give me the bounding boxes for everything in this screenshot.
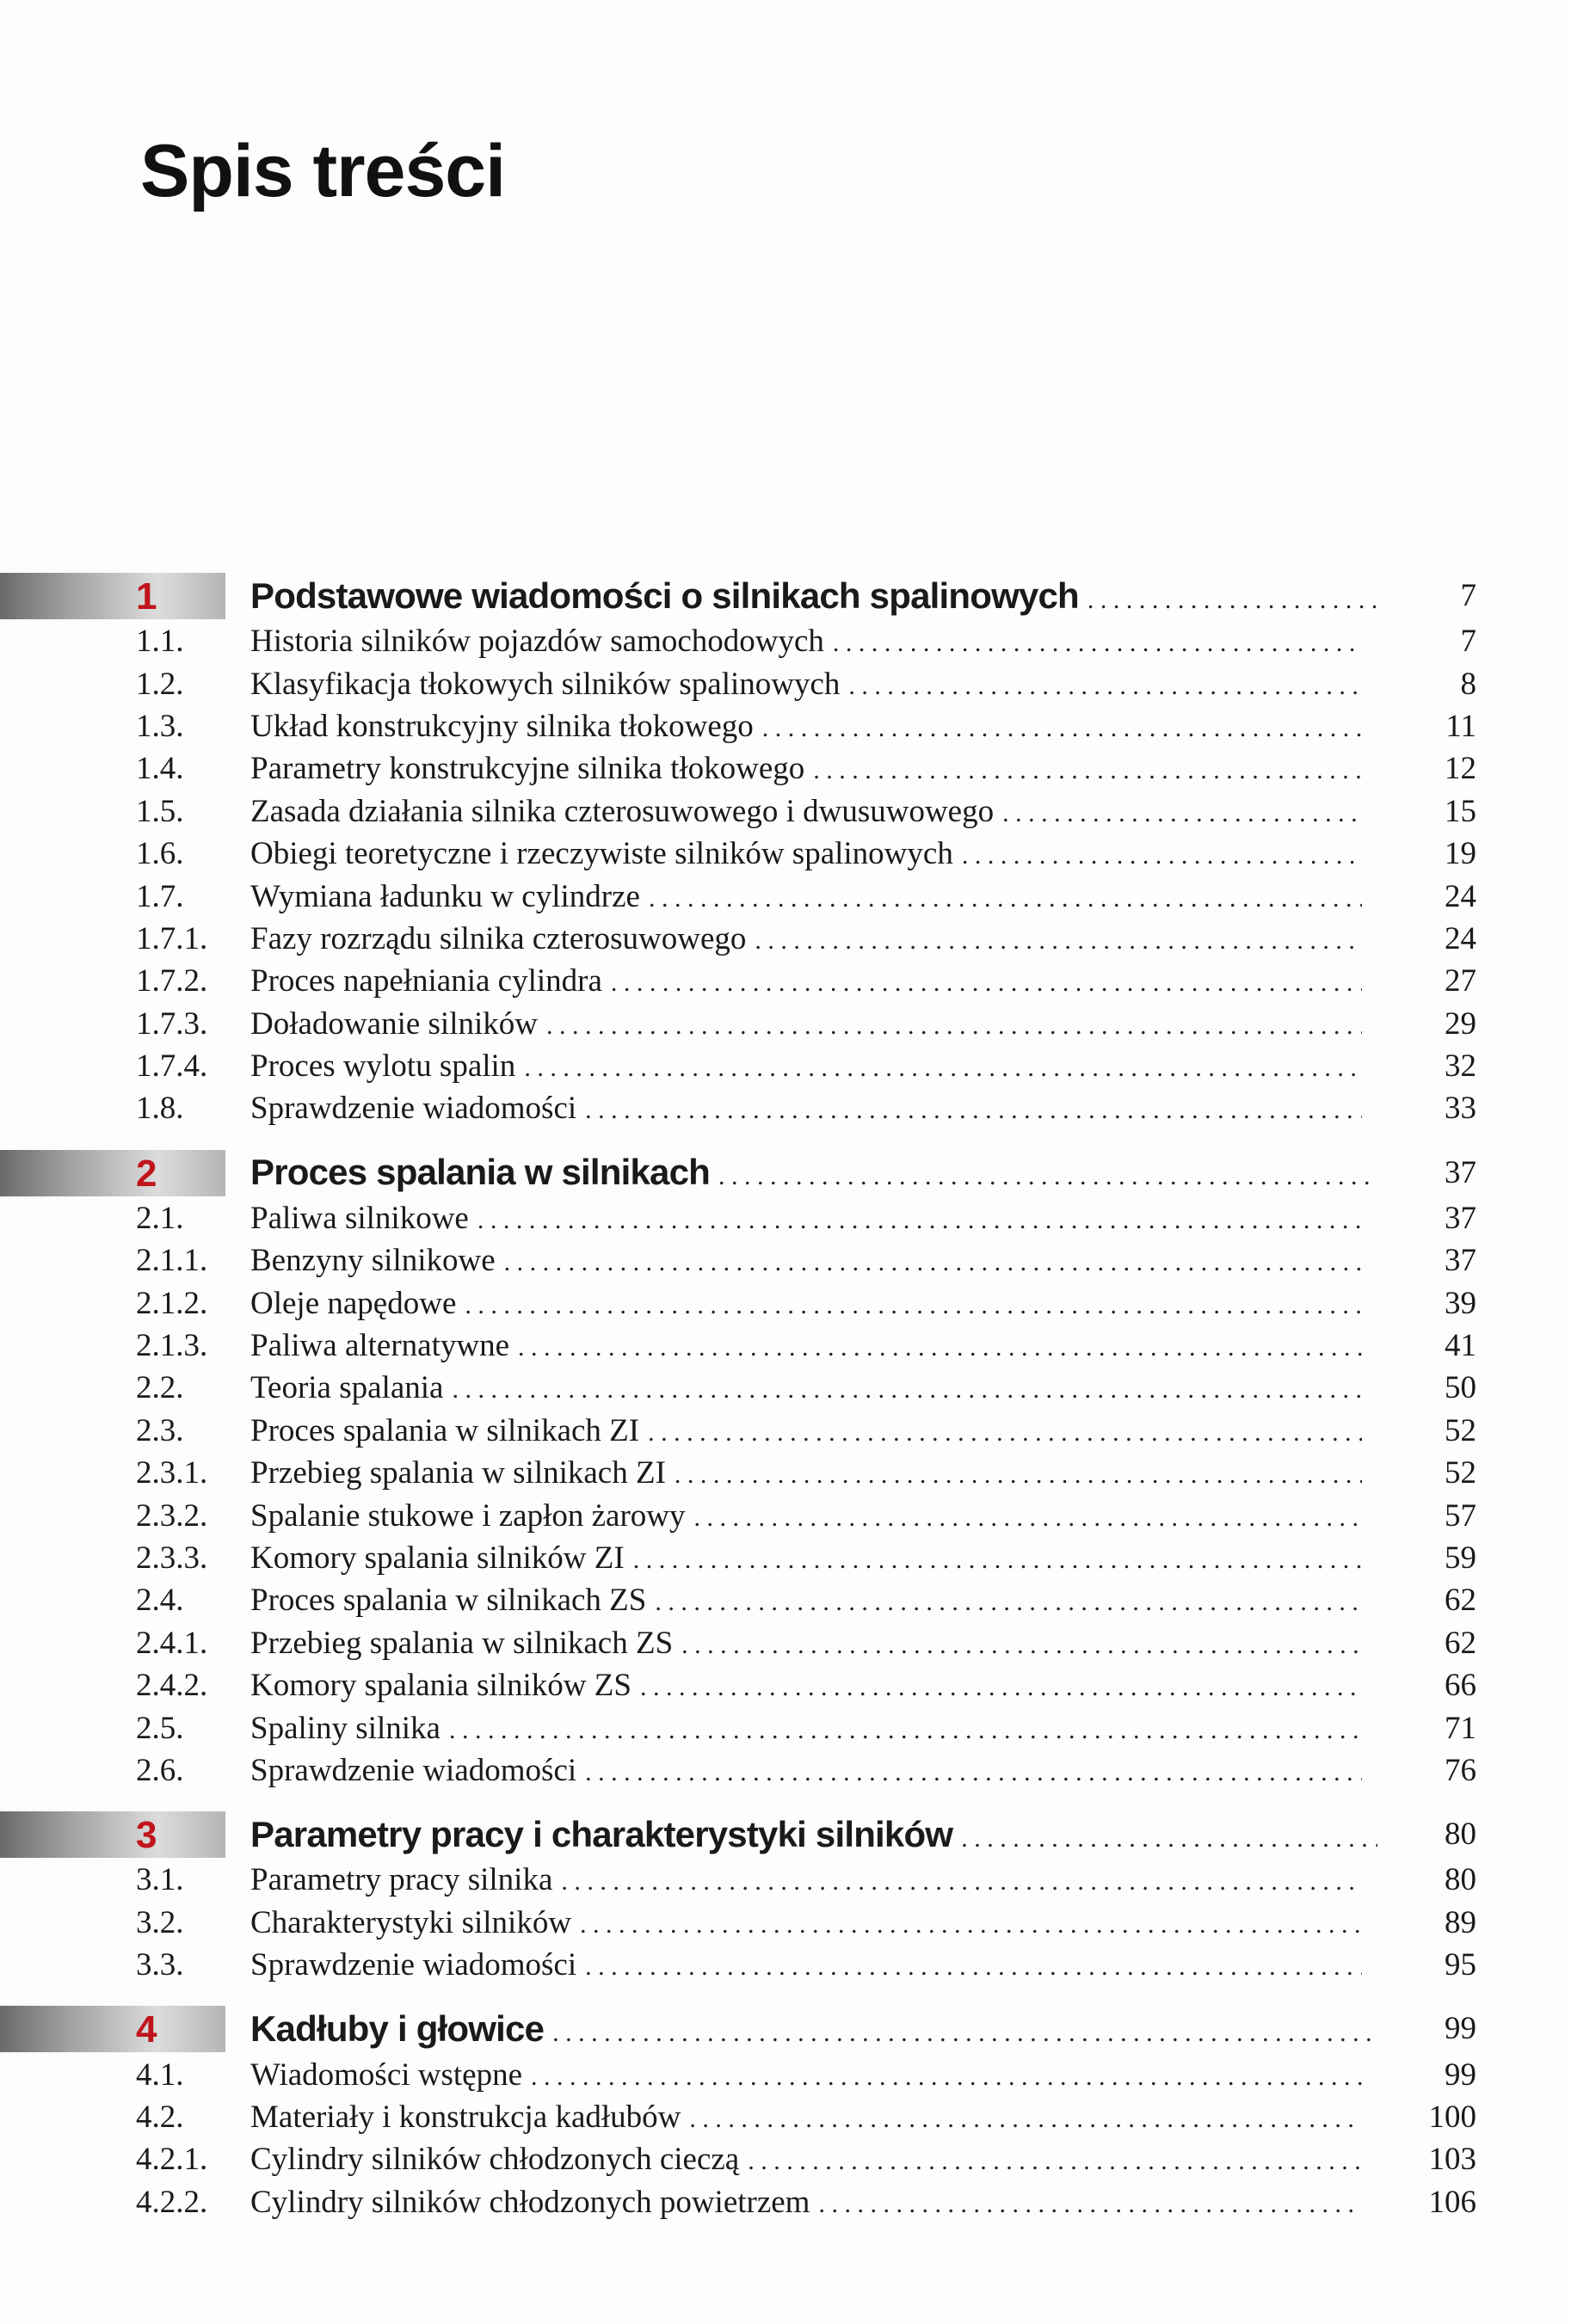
dot-leader <box>681 1631 1362 1660</box>
section-number: 1.8. <box>136 1091 184 1127</box>
dot-leader <box>465 1291 1362 1320</box>
toc-entry <box>0 747 1571 790</box>
section-title-line <box>250 2184 1362 2221</box>
section-number: 4.2.2. <box>136 2184 208 2220</box>
dot-leader <box>649 884 1362 913</box>
section-title: Fazy rozrządu silnika czterosuwowego <box>250 920 747 956</box>
section-number: 2.2. <box>136 1370 184 1406</box>
section-number: 2.1.1. <box>136 1243 208 1279</box>
section-title: Układ konstrukcyjny silnika tłokowego <box>250 708 754 744</box>
dot-leader <box>524 1054 1362 1083</box>
toc-entry <box>0 2138 1571 2180</box>
chapter-page-number: 7 <box>1460 578 1476 613</box>
section-title-line <box>250 1327 1362 1364</box>
section-title: Materiały i konstrukcja kadłubów <box>250 2099 681 2135</box>
chapter-number: 2 <box>136 1152 157 1195</box>
section-number: 1.7.4. <box>136 1048 208 1085</box>
section-title-line <box>250 708 1362 745</box>
section-title-line <box>250 962 1362 999</box>
section-page-number: 7 <box>1460 624 1476 660</box>
section-page-number: 32 <box>1445 1048 1476 1085</box>
section-page-number: 66 <box>1445 1668 1476 1704</box>
toc-entry <box>0 1239 1571 1282</box>
chapter-title: Kadłuby i głowice <box>250 2007 545 2049</box>
section-number: 1.2. <box>136 666 184 702</box>
toc-entry <box>0 1410 1571 1452</box>
section-title-line <box>250 1710 1362 1747</box>
dot-leader <box>718 1162 1377 1191</box>
section-title: Benzyny silnikowe <box>250 1243 496 1279</box>
chapter-title: Podstawowe wiadomości o silnikach spalinowych <box>250 575 1079 616</box>
chapter-page-number: 80 <box>1445 1817 1476 1853</box>
section-title-line <box>250 1540 1362 1577</box>
toc-entry <box>0 1325 1571 1367</box>
dot-leader <box>449 1716 1362 1745</box>
section-page-number: 24 <box>1445 878 1476 914</box>
toc-entry <box>0 2053 1571 2095</box>
toc-entry <box>0 1706 1571 1749</box>
dot-leader <box>504 1248 1362 1277</box>
section-title: Sprawdzenie wiadomości <box>250 1091 577 1127</box>
section-number: 2.4. <box>136 1583 184 1619</box>
dot-leader <box>561 1867 1362 1897</box>
toc-entry <box>0 1622 1571 1664</box>
section-number: 3.2. <box>136 1904 184 1940</box>
toc-entry <box>0 1452 1571 1494</box>
section-title-line <box>250 1497 1362 1534</box>
section-title-line <box>250 750 1362 787</box>
section-page-number: 41 <box>1445 1328 1476 1364</box>
toc-entry <box>0 1944 1571 1986</box>
chapter-number-band <box>0 2006 225 2052</box>
dot-leader <box>477 1206 1362 1235</box>
section-page-number: 37 <box>1445 1243 1476 1279</box>
dot-leader <box>748 2147 1362 2176</box>
chapter-heading <box>0 2004 1571 2053</box>
chapter-number: 4 <box>136 2008 157 2051</box>
section-title: Komory spalania silników ZS <box>250 1668 631 1704</box>
section-title: Sprawdzenie wiadomości <box>250 1947 577 1983</box>
section-number: 2.4.1. <box>136 1625 208 1661</box>
section-page-number: 57 <box>1445 1497 1476 1534</box>
section-title-line <box>250 1048 1362 1085</box>
page-title: Spis treści <box>140 130 505 212</box>
section-title: Wymiana ładunku w cylindrze <box>250 878 640 914</box>
section-title-line <box>250 878 1362 915</box>
dot-leader <box>552 2019 1377 2048</box>
section-page-number: 52 <box>1445 1412 1476 1448</box>
toc-entry <box>0 1749 1571 1792</box>
section-title: Proces spalania w silnikach ZI <box>250 1412 640 1448</box>
dot-leader <box>611 968 1362 998</box>
chapter-number: 1 <box>136 575 157 618</box>
section-title-line <box>250 1285 1362 1322</box>
section-title-line <box>250 666 1362 703</box>
dot-leader <box>518 1333 1362 1362</box>
section-number: 2.4.2. <box>136 1668 208 1704</box>
section-title: Wiadomości wstępne <box>250 2057 523 2093</box>
section-page-number: 19 <box>1445 836 1476 872</box>
toc-entry <box>0 1664 1571 1706</box>
section-title-line <box>250 1861 1362 1898</box>
section-title-line <box>250 1200 1362 1237</box>
section-page-number: 95 <box>1445 1947 1476 1983</box>
section-title-line <box>250 623 1362 660</box>
section-number: 1.4. <box>136 751 184 787</box>
section-title: Przebieg spalania w silnikach ZS <box>250 1625 674 1661</box>
section-number: 2.3.3. <box>136 1540 208 1576</box>
section-number: 1.7. <box>136 878 184 914</box>
section-title: Proces spalania w silnikach ZS <box>250 1583 647 1619</box>
section-page-number: 39 <box>1445 1285 1476 1321</box>
chapter-page-number: 99 <box>1445 2011 1476 2047</box>
section-number: 3.1. <box>136 1862 184 1898</box>
section-number: 2.3.1. <box>136 1455 208 1491</box>
chapter-number-band <box>0 1811 225 1858</box>
section-number: 2.3. <box>136 1412 184 1448</box>
toc-entry <box>0 1003 1571 1045</box>
section-number: 2.1.3. <box>136 1328 208 1364</box>
section-title: Doładowanie silników <box>250 1005 538 1042</box>
toc-entry <box>0 1494 1571 1536</box>
section-page-number: 37 <box>1445 1200 1476 1236</box>
dot-leader <box>813 756 1362 785</box>
section-title: Klasyfikacja tłokowych silników spalinowych <box>250 666 841 702</box>
section-title: Parametry pracy silnika <box>250 1862 553 1898</box>
chapter-title: Proces spalania w silnikach <box>250 1152 710 1193</box>
section-title-line <box>250 1946 1362 1983</box>
table-of-contents <box>0 571 1571 2223</box>
section-number: 1.1. <box>136 624 184 660</box>
section-title: Teoria spalania <box>250 1370 444 1406</box>
section-page-number: 89 <box>1445 1904 1476 1940</box>
dot-leader <box>585 1952 1362 1982</box>
section-number: 4.1. <box>136 2057 184 2093</box>
dot-leader <box>694 1503 1362 1533</box>
toc-entry <box>0 1045 1571 1087</box>
dot-leader <box>1087 586 1377 615</box>
section-page-number: 62 <box>1445 1625 1476 1661</box>
toc-entry <box>0 2181 1571 2223</box>
section-title-line <box>250 2057 1362 2093</box>
toc-entry <box>0 1087 1571 1129</box>
toc-entry <box>0 875 1571 917</box>
section-number: 2.1.2. <box>136 1285 208 1321</box>
section-page-number: 12 <box>1445 751 1476 787</box>
section-page-number: 11 <box>1445 708 1476 744</box>
section-title-line <box>250 1667 1362 1704</box>
toc-entry <box>0 1282 1571 1324</box>
chapter-heading <box>0 1810 1571 1859</box>
dot-leader <box>531 2063 1362 2092</box>
section-title-line <box>250 1454 1362 1491</box>
section-title: Przebieg spalania w silnikach ZI <box>250 1455 666 1491</box>
section-title-line <box>250 2141 1362 2178</box>
section-title: Obiegi teoretyczne i rzeczywiste silników spalinowych <box>250 836 953 872</box>
chapter-title-line <box>250 1814 1377 1855</box>
section-page-number: 50 <box>1445 1370 1476 1406</box>
section-title-line <box>250 1625 1362 1662</box>
section-page-number: 24 <box>1445 920 1476 956</box>
chapter-title-line <box>250 1152 1377 1193</box>
dot-leader <box>755 926 1362 956</box>
section-title: Proces wylotu spalin <box>250 1048 516 1085</box>
section-page-number: 52 <box>1445 1455 1476 1491</box>
section-title-line <box>250 920 1362 957</box>
toc-entry <box>0 705 1571 747</box>
dot-leader <box>585 1096 1362 1125</box>
chapter-title-line <box>250 2008 1377 2050</box>
section-number: 2.5. <box>136 1710 184 1746</box>
section-number: 1.7.1. <box>136 920 208 956</box>
section-title: Cylindry silników chłodzonych cieczą <box>250 2142 740 2178</box>
toc-entry <box>0 960 1571 1002</box>
toc-entry <box>0 620 1571 662</box>
toc-entry <box>0 1367 1571 1409</box>
section-title: Komory spalania silników ZI <box>250 1540 625 1576</box>
section-page-number: 103 <box>1428 2142 1476 2178</box>
toc-entry <box>0 662 1571 704</box>
dot-leader <box>546 1011 1362 1041</box>
section-number: 1.5. <box>136 793 184 829</box>
chapter-page-number: 37 <box>1445 1154 1476 1190</box>
toc-entry <box>0 2096 1571 2138</box>
section-page-number: 62 <box>1445 1583 1476 1619</box>
chapter-number-band <box>0 573 225 619</box>
section-title-line <box>250 1904 1362 1941</box>
dot-leader <box>962 841 1362 870</box>
section-page-number: 106 <box>1428 2184 1476 2220</box>
section-number: 4.2.1. <box>136 2142 208 2178</box>
section-title-line <box>250 1242 1362 1279</box>
dot-leader <box>580 1910 1362 1940</box>
chapter-number-band <box>0 1150 225 1196</box>
section-title-line <box>250 1412 1362 1449</box>
section-page-number: 27 <box>1445 963 1476 999</box>
toc-entry <box>0 918 1571 960</box>
section-number: 1.6. <box>136 836 184 872</box>
section-number: 3.3. <box>136 1947 184 1983</box>
section-number: 1.7.2. <box>136 963 208 999</box>
section-title: Cylindry silników chłodzonych powietrzem <box>250 2184 810 2220</box>
toc-entry <box>0 833 1571 875</box>
section-title: Parametry konstrukcyjne silnika tłokowego <box>250 751 805 787</box>
dot-leader <box>585 1758 1362 1787</box>
section-page-number: 15 <box>1445 793 1476 829</box>
dot-leader <box>961 1824 1377 1854</box>
section-title-line <box>250 835 1362 872</box>
section-number: 2.3.2. <box>136 1497 208 1534</box>
section-page-number: 8 <box>1460 666 1476 702</box>
section-number: 2.1. <box>136 1200 184 1236</box>
section-title-line <box>250 1090 1362 1127</box>
section-page-number: 76 <box>1445 1752 1476 1788</box>
dot-leader <box>818 2190 1362 2219</box>
dot-leader <box>833 629 1362 658</box>
dot-leader <box>655 1588 1362 1617</box>
dot-leader <box>689 2105 1362 2134</box>
section-page-number: 99 <box>1445 2057 1476 2093</box>
section-title: Zasada działania silnika czterosuwowego i dwusuwowego <box>250 793 995 829</box>
section-title: Sprawdzenie wiadomości <box>250 1752 577 1788</box>
dot-leader <box>675 1460 1362 1490</box>
section-title-line <box>250 793 1362 830</box>
toc-entry <box>0 1197 1571 1239</box>
section-title-line <box>250 1369 1362 1406</box>
toc-entry <box>0 790 1571 833</box>
chapter-title-line <box>250 575 1377 617</box>
section-title: Oleje napędowe <box>250 1285 457 1321</box>
chapter-number: 3 <box>136 1814 157 1857</box>
dot-leader <box>633 1546 1362 1575</box>
section-page-number: 71 <box>1445 1710 1476 1746</box>
dot-leader <box>1002 799 1362 828</box>
dot-leader <box>848 672 1362 701</box>
section-page-number: 33 <box>1445 1091 1476 1127</box>
section-title: Spalanie stukowe i zapłon żarowy <box>250 1497 686 1534</box>
section-title-line <box>250 1752 1362 1789</box>
section-number: 1.7.3. <box>136 1005 208 1042</box>
section-title: Spaliny silnika <box>250 1710 440 1746</box>
chapter-heading <box>0 1148 1571 1197</box>
toc-entry <box>0 1537 1571 1579</box>
chapter-title: Parametry pracy i charakterystyki silników <box>250 1813 953 1854</box>
section-title: Paliwa silnikowe <box>250 1200 469 1236</box>
section-title-line <box>250 2099 1362 2136</box>
section-title: Historia silników pojazdów samochodowych <box>250 624 824 660</box>
toc-entry <box>0 1902 1571 1944</box>
section-number: 1.3. <box>136 708 184 744</box>
section-title-line <box>250 1005 1362 1042</box>
section-number: 2.6. <box>136 1752 184 1788</box>
dot-leader <box>648 1418 1362 1448</box>
toc-entry <box>0 1579 1571 1621</box>
dot-leader <box>452 1375 1362 1405</box>
dot-leader <box>762 714 1362 743</box>
section-page-number: 100 <box>1428 2099 1476 2135</box>
chapter-heading <box>0 571 1571 620</box>
section-page-number: 80 <box>1445 1862 1476 1898</box>
section-title: Charakterystyki silników <box>250 1904 572 1940</box>
section-page-number: 29 <box>1445 1005 1476 1042</box>
dot-leader <box>640 1673 1362 1702</box>
section-title: Proces napełniania cylindra <box>250 963 602 999</box>
section-title: Paliwa alternatywne <box>250 1328 510 1364</box>
section-title-line <box>250 1582 1362 1619</box>
toc-entry <box>0 1859 1571 1901</box>
section-number: 4.2. <box>136 2099 184 2135</box>
section-page-number: 59 <box>1445 1540 1476 1576</box>
